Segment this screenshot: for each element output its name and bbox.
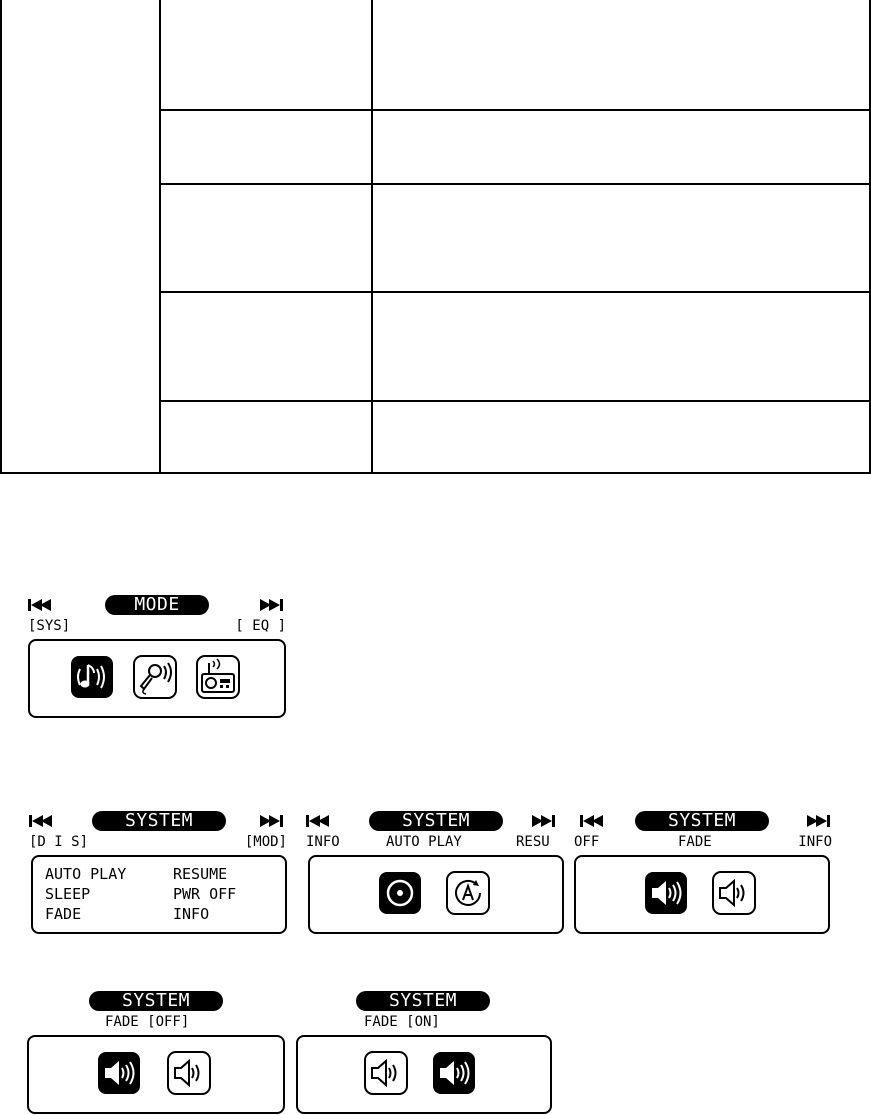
center-label: FADE [ON] [364, 1014, 440, 1030]
left-label: [SYS] [28, 618, 71, 634]
mode-icon-panel [28, 639, 286, 718]
previous-icon[interactable] [28, 595, 54, 615]
next-icon[interactable] [530, 811, 556, 831]
right-label: [ EQ ] [235, 618, 286, 634]
speaker-icon[interactable] [364, 1051, 408, 1095]
fade-on-icon-panel [296, 1035, 552, 1114]
auto-play-screen [306, 811, 564, 934]
table-cell [161, 0, 371, 109]
table-cell [373, 0, 869, 109]
menu-item-auto-play[interactable]: AUTO PLAY [45, 865, 127, 883]
system-menu-screen [29, 811, 287, 934]
table-border-bottom [0, 472, 871, 474]
speaker-icon[interactable] [167, 1051, 211, 1095]
system-title: SYSTEM [356, 991, 490, 1011]
table-cell [373, 293, 869, 400]
system-title: SYSTEM [92, 811, 226, 831]
table-cell [373, 185, 869, 291]
system-title: SYSTEM [369, 811, 503, 831]
next-icon[interactable] [258, 811, 284, 831]
fade-on-screen [294, 991, 556, 1114]
menu-item-pwr-off[interactable]: PWR OFF [173, 885, 237, 903]
fade-off-screen [25, 991, 287, 1114]
table-cell [161, 293, 371, 400]
table-cell [161, 402, 371, 472]
speaker-fade-icon[interactable] [644, 871, 688, 915]
previous-icon[interactable] [306, 811, 332, 831]
table-cell [161, 111, 371, 183]
previous-icon[interactable] [29, 811, 55, 831]
fade-off-icon-panel [27, 1035, 285, 1114]
menu-item-fade[interactable]: FADE [45, 905, 82, 923]
center-label: AUTO PLAY [386, 834, 462, 850]
mode-screen [28, 595, 286, 718]
menu-item-sleep[interactable]: SLEEP [45, 885, 91, 903]
next-icon[interactable] [805, 811, 831, 831]
speaker-icon[interactable] [712, 871, 756, 915]
right-label: INFO [798, 834, 832, 850]
settings-table [0, 0, 871, 474]
right-label: [MOD] [244, 834, 287, 850]
fade-icon-panel [574, 855, 830, 934]
fade-screen [574, 811, 832, 934]
microphone-mode-icon[interactable] [133, 655, 177, 699]
system-menu-panel [31, 855, 287, 934]
disc-icon[interactable] [378, 871, 422, 915]
left-label: INFO [306, 834, 340, 850]
left-label: [D I S] [29, 834, 89, 850]
menu-item-resume[interactable]: RESUME [173, 865, 228, 883]
left-label: OFF [574, 834, 600, 850]
center-label: FADE [678, 834, 712, 850]
music-mode-icon[interactable] [70, 655, 114, 699]
system-title: SYSTEM [89, 991, 223, 1011]
center-label: FADE [OFF] [105, 1014, 190, 1030]
table-cell [2, 0, 159, 472]
system-title: SYSTEM [635, 811, 769, 831]
mode-title: MODE [105, 595, 209, 615]
table-cell [373, 111, 869, 183]
auto-a-icon[interactable] [446, 871, 490, 915]
radio-mode-icon[interactable] [196, 655, 240, 699]
table-cell [373, 402, 869, 472]
previous-icon[interactable] [580, 811, 606, 831]
auto-play-icon-panel [308, 855, 564, 934]
right-label: RESU [516, 834, 550, 850]
speaker-fade-icon[interactable] [432, 1051, 476, 1095]
menu-item-info[interactable]: INFO [173, 905, 210, 923]
next-icon[interactable] [258, 595, 284, 615]
table-cell [161, 185, 371, 291]
speaker-fade-icon[interactable] [97, 1051, 141, 1095]
